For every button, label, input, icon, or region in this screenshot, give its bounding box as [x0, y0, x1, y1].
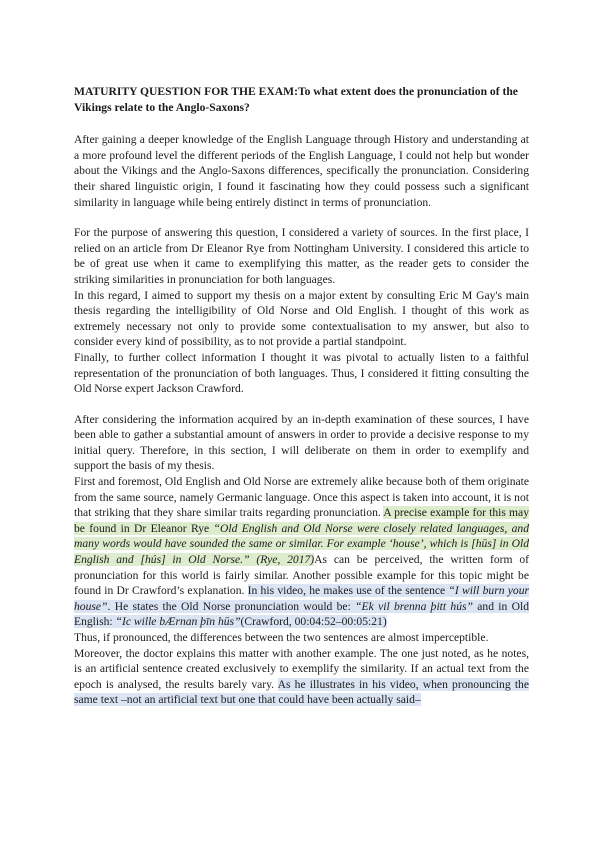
intro-paragraph: After gaining a deeper knowledge of the English Language through History and understanding at a more profound level the different periods of the English Language, I could not help but wonder about the Vikings and the Anglo-Saxons differences, specifically the pronunciation. Considering their shared linguistic origin, I found it fascinating how they could possess such a significant similarity in language while being entirely distinct in terms of pronunciation. [74, 133, 529, 209]
findings-intro-paragraph: After considering the information acquired by an in-depth examination of these sources, I have been able to gather a substantial amount of answers in order to provide a decisive response to my initial query. Therefore, in this section, I will deliberate on them in order to exemplify and support the basis of my thesis. [74, 412, 529, 473]
gay-thesis-paragraph: In this regard, I aimed to support my thesis on a major extent by consulting Eric M Gay's main thesis regarding the intelligibility of Old Norse and Old English. I thought of this work as extremely necessary not only to provide some contextualisation to my answer, but also to consider every kind of possibility, as to not provide a partial standpoint. [74, 288, 529, 349]
rye-quote: “Old English and Old Norse were closely related languages, and many words would have sounded the same or similar. For example ‘house’, which is [hūs] in Old English and [hús] in Old Norse.” (Rye, 2017) [74, 521, 529, 567]
old-english-sentence: “Ic wille bÆrnan þīn hūs” [115, 615, 241, 629]
second-example-paragraph [74, 646, 529, 708]
document-page [74, 84, 529, 708]
origin-text: First and foremost, Old English and Old Norse are extremely alike because both of them originate from the same source, namely Germanic language. Once this aspect is taken into account, it is not that striking that they share similar traits regarding pronunciation. [74, 475, 529, 520]
document-title: MATURITY QUESTION FOR THE EXAM:To what extent does the pronunciation of the Vikings relate to the Anglo-Saxons? [74, 85, 518, 114]
second-example-text: Moreover, the doctor explains this matter with another example. The one just noted, as he notes, is an artificial sentence created exclusively to exemplify the similarity. If an actual text from the epoch is analysed, the results barely vary. [74, 646, 529, 691]
sources-paragraph: For the purpose of answering this question, I considered a variety of sources. In the first place, I relied on an article from Dr Eleanor Rye from Nottingham University. I considered this article to be of great use when it came to exemplifying this matter, as the reader gets to consider the striking similarities in pronunciation for both languages. [74, 226, 529, 286]
rye-intro: A precise example for this may be found in Dr Eleanor Rye [74, 506, 529, 535]
perceived-text: As can be perceived, the written form of pronunciation for this world is fairly similar. Another possible example for this topic might be found in Dr Crawford’s explanation. [74, 553, 529, 598]
norse-intro: . He states the Old Norse pronunciation would be: [107, 599, 356, 613]
english-sentence: “I will burn your house” [74, 584, 530, 613]
old-norse-sentence: “Ek vil brenna þitt hús” [355, 599, 473, 613]
crawford-citation: (Crawford, 00:04:52–00:05:21) [240, 615, 387, 629]
crawford-paragraph: Finally, to further collect information I thought it was pivotal to actually listen to a faithful representation of the pronunciation of both languages. Thus, I considered it fitting consulting the Old Norse expert Jackson Crawford. [74, 350, 529, 396]
imperceptible-paragraph: Thus, if pronounced, the differences between the two sentences are almost imperceptible. [74, 631, 489, 644]
video-highlight: As he illustrates in his video, when pronouncing the same text –not an artificial text but one that could have been actually said– [74, 677, 529, 707]
old-english-intro: and in Old English: [74, 599, 530, 629]
crawford-intro: In his video, he makes use of the sentence [247, 584, 449, 598]
germanic-origin-paragraph [74, 474, 529, 630]
